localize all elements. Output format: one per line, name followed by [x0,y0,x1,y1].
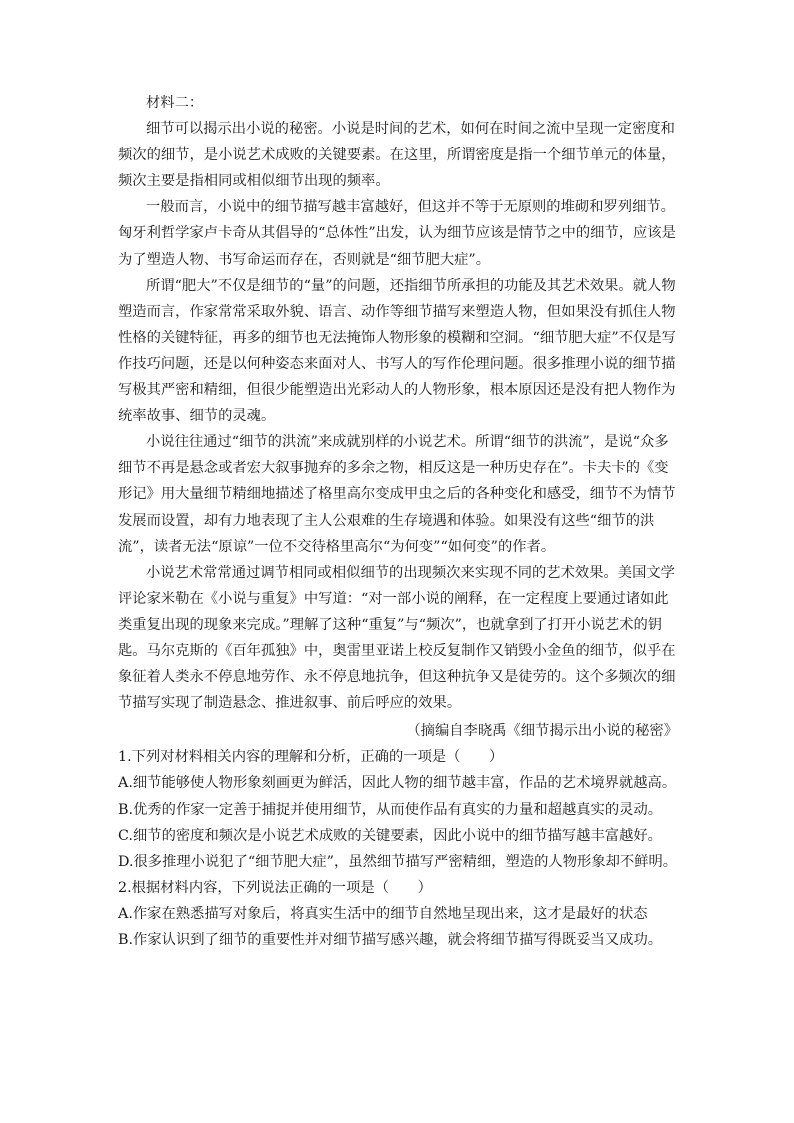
document-page [118,90,678,953]
question-2-stem: 2.根据材料内容，下列说法正确的一项是（ ） [118,879,432,896]
material-paragraph-4: 小说往往通过“细节的洪流”来成就别样的小说艺术。所谓“细节的洪流”，是说“众多细节不再是悬念或者宏大叙事抛弃的多余之物，相反这是一种历史存在”。卡夫卡的《变形记》用大量细节精细地描述了格里高尔变成甲虫之后的各种变化和感受，细节不为情节发展而设置，却有力地表现了主人公艰难的生存境遇和体验。如果没有这些“细节的洪流”，读者无法“原谅”一位不交待格里高尔“为何变”“如何变”的作者。 [118,434,676,555]
material-paragraph-5: 小说艺术常常通过调节相同或相似细节的出现频次来实现不同的艺术效果。美国文学评论家米勒在《小说与重复》中写道：“对一部小说的阐释，在一定程度上要通过诸如此类重复出现的现象来完成。”理解了这种“重复”与“频次”，也就拿到了打开小说艺术的钥匙。马尔克斯的《百年孤独》中，奥雷里亚诺上校反复制作又销毁小金鱼的细节，似乎在象征着人类永不停息地劳作、永不停息地抗争，但这种抗争又是徒劳的。这个多频次的细节描写实现了制造悬念、推进叙事、前后呼应的效果。 [118,564,676,712]
material-paragraph-1: 细节可以揭示出小说的秘密。小说是时间的艺术，如何在时间之流中呈现一定密度和频次的细节，是小说艺术成败的关键要素。在这里，所谓密度是指一个细节单元的体量，频次主要是指相同或相似细节出现的频率。 [118,121,676,190]
material-heading: 材料二： [146,95,204,111]
question-1-option-b: B.优秀的作家一定善于捕捉并使用细节，从而使作品有真实的力量和超越真实的灵动。 [118,801,663,818]
question-1-option-d: D.很多推理小说犯了“细节肥大症”，虽然细节描写严密精细，塑造的人物形象却不鲜明。 [118,853,678,870]
material-paragraph-2: 一般而言，小说中的细节描写越丰富越好，但这并不等于无原则的堆砌和罗列细节。匈牙利哲学家卢卡奇从其倡导的“总体性”出发，认为细节应该是情节之中的细节，应该是为了塑造人物、书写命运而存在，否则就是“细节肥大症”。 [118,199,676,268]
question-1-option-c: C.细节的密度和频次是小说艺术成败的关键要素，因此小说中的细节描写越丰富越好。 [118,827,662,844]
question-2-option-b: B.作家认识到了细节的重要性并对细节描写感兴趣，就会将细节描写得既妥当又成功。 [118,932,663,948]
material-source: （摘编自李晓禹《细节揭示出小说的秘密》 [406,723,678,740]
question-1-stem: 1.下列对材料相关内容的理解和分析，正确的一项是（ ） [118,749,504,766]
material-paragraph-3: 所谓“肥大”不仅是细节的“量”的问题，还指细节所承担的功能及其艺术效果。就人物塑造而言，作家常常采取外貌、语言、动作等细节描写来塑造人物，但如果没有抓住人物性格的关键特征，再多的细节也无法掩饰人物形象的模糊和空洞。“细节肥大症”不仅是写作技巧问题，还是以何种姿态来面对人、书写人的写作伦理问题。很多推理小说的细节描写极其严密和精细，但很少能塑造出光彩动人的人物形象，根本原因还是没有把人物作为统率故事、细节的灵魂。 [118,277,676,425]
question-1-option-a: A.细节能够使人物形象刻画更为鲜活，因此人物的细节越丰富，作品的艺术境界就越高。 [118,775,677,792]
question-2-option-a: A.作家在熟悉描写对象后，将真实生活中的细节自然地呈现出来，这才是最好的状态 [118,905,648,922]
